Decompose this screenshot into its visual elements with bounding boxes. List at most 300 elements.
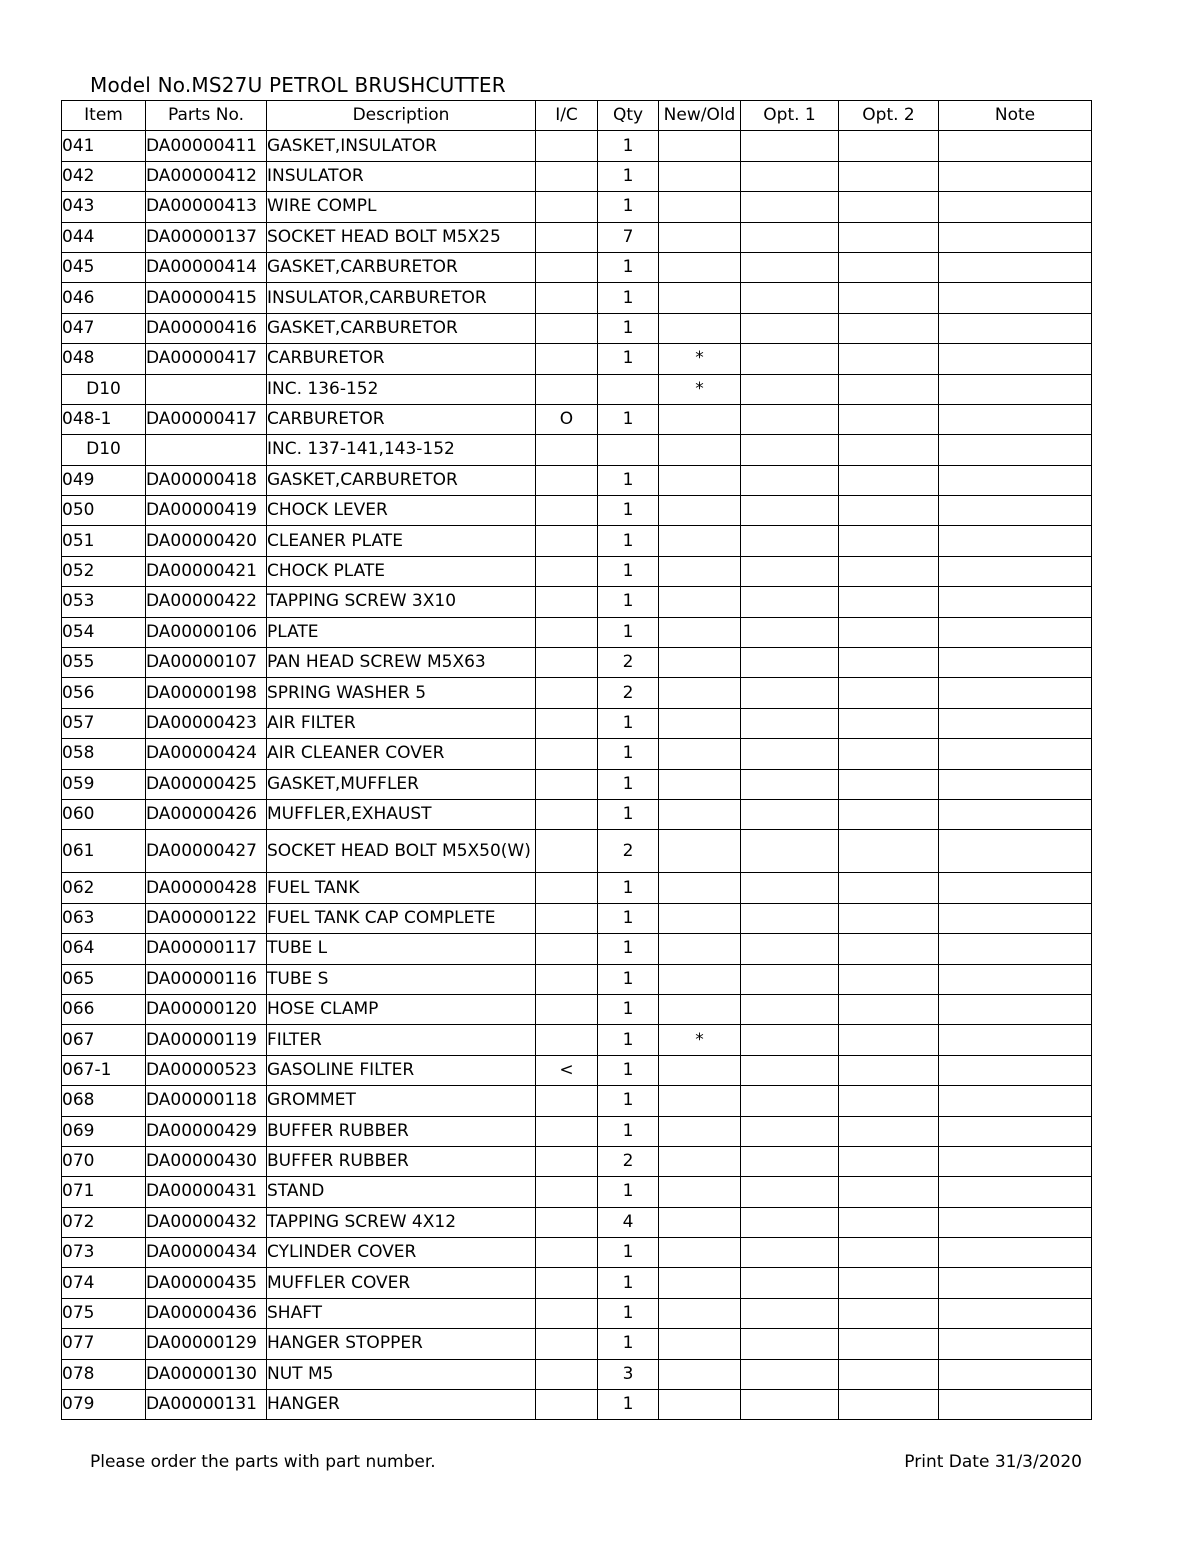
qty-cell: 1 xyxy=(598,769,659,799)
description-cell: INC. 137-141,143-152 xyxy=(267,435,536,465)
description-cell: STAND xyxy=(267,1177,536,1207)
parts-no-cell: DA00000425 xyxy=(146,769,267,799)
table-row xyxy=(62,1268,1092,1298)
new-old-cell xyxy=(659,1146,741,1176)
opt-1-cell xyxy=(741,465,839,495)
qty-cell: 1 xyxy=(598,903,659,933)
new-old-cell xyxy=(659,526,741,556)
new-old-cell xyxy=(659,1268,741,1298)
qty-cell: 1 xyxy=(598,1116,659,1146)
opt-1-cell xyxy=(741,283,839,313)
description-cell: FILTER xyxy=(267,1025,536,1055)
note-cell xyxy=(939,1146,1092,1176)
new-old-cell: * xyxy=(659,344,741,374)
opt-2-cell xyxy=(839,222,939,252)
opt-1-cell xyxy=(741,1146,839,1176)
qty-cell xyxy=(598,374,659,404)
opt-1-cell xyxy=(741,1329,839,1359)
item-cell: 067 xyxy=(62,1025,146,1055)
opt-2-cell xyxy=(839,1329,939,1359)
qty-cell: 1 xyxy=(598,1238,659,1268)
parts-no-cell: DA00000131 xyxy=(146,1390,267,1420)
qty-cell: 1 xyxy=(598,1177,659,1207)
opt-1-cell xyxy=(741,739,839,769)
description-cell: CLEANER PLATE xyxy=(267,526,536,556)
parts-no-cell: DA00000120 xyxy=(146,994,267,1024)
opt-1-cell xyxy=(741,648,839,678)
opt-1-cell xyxy=(741,1238,839,1268)
description-cell: FUEL TANK CAP COMPLETE xyxy=(267,903,536,933)
note-cell xyxy=(939,1359,1092,1389)
qty-cell: 1 xyxy=(598,587,659,617)
parts-no-cell: DA00000106 xyxy=(146,617,267,647)
opt-2-cell xyxy=(839,1116,939,1146)
opt-2-cell xyxy=(839,435,939,465)
header-opt-1: Opt. 1 xyxy=(741,101,839,131)
item-cell: 063 xyxy=(62,903,146,933)
description-cell: MUFFLER,EXHAUST xyxy=(267,799,536,829)
opt-1-cell xyxy=(741,344,839,374)
opt-1-cell xyxy=(741,1268,839,1298)
table-row xyxy=(62,1207,1092,1237)
new-old-cell xyxy=(659,313,741,343)
opt-1-cell xyxy=(741,313,839,343)
qty-cell: 1 xyxy=(598,252,659,282)
opt-1-cell xyxy=(741,192,839,222)
description-cell: GASKET,MUFFLER xyxy=(267,769,536,799)
table-row xyxy=(62,161,1092,191)
item-cell: 064 xyxy=(62,934,146,964)
parts-no-cell: DA00000107 xyxy=(146,648,267,678)
item-cell: 060 xyxy=(62,799,146,829)
item-cell: 056 xyxy=(62,678,146,708)
item-cell: 066 xyxy=(62,994,146,1024)
qty-cell: 1 xyxy=(598,465,659,495)
table-row xyxy=(62,1390,1092,1420)
item-cell: 075 xyxy=(62,1298,146,1328)
opt-2-cell xyxy=(839,192,939,222)
item-cell: 069 xyxy=(62,1116,146,1146)
ic-cell xyxy=(536,1116,598,1146)
description-cell: BUFFER RUBBER xyxy=(267,1146,536,1176)
item-cell: 071 xyxy=(62,1177,146,1207)
qty-cell: 7 xyxy=(598,222,659,252)
new-old-cell: * xyxy=(659,374,741,404)
description-cell: AIR FILTER xyxy=(267,708,536,738)
parts-no-cell: DA00000436 xyxy=(146,1298,267,1328)
new-old-cell xyxy=(659,799,741,829)
new-old-cell xyxy=(659,222,741,252)
qty-cell: 1 xyxy=(598,344,659,374)
item-cell: 068 xyxy=(62,1086,146,1116)
table-row xyxy=(62,994,1092,1024)
note-cell xyxy=(939,435,1092,465)
description-cell: INSULATOR xyxy=(267,161,536,191)
item-cell: 048 xyxy=(62,344,146,374)
ic-cell xyxy=(536,496,598,526)
ic-cell xyxy=(536,587,598,617)
table-row xyxy=(62,1055,1092,1085)
parts-no-cell: DA00000417 xyxy=(146,404,267,434)
table-row xyxy=(62,252,1092,282)
description-cell: WIRE COMPL xyxy=(267,192,536,222)
new-old-cell xyxy=(659,556,741,586)
ic-cell xyxy=(536,374,598,404)
opt-1-cell xyxy=(741,435,839,465)
parts-no-cell: DA00000411 xyxy=(146,131,267,161)
opt-1-cell xyxy=(741,1086,839,1116)
new-old-cell xyxy=(659,648,741,678)
opt-2-cell xyxy=(839,1359,939,1389)
qty-cell: 1 xyxy=(598,1055,659,1085)
note-cell xyxy=(939,873,1092,903)
note-cell xyxy=(939,739,1092,769)
item-cell: 047 xyxy=(62,313,146,343)
table-row xyxy=(62,1238,1092,1268)
description-cell: GASKET,CARBURETOR xyxy=(267,465,536,495)
opt-2-cell xyxy=(839,1298,939,1328)
description-cell: GASKET,INSULATOR xyxy=(267,131,536,161)
qty-cell: 1 xyxy=(598,799,659,829)
parts-no-cell: DA00000118 xyxy=(146,1086,267,1116)
new-old-cell xyxy=(659,496,741,526)
opt-2-cell xyxy=(839,344,939,374)
ic-cell xyxy=(536,222,598,252)
ic-cell xyxy=(536,1329,598,1359)
parts-no-cell: DA00000198 xyxy=(146,678,267,708)
header-ic: I/C xyxy=(536,101,598,131)
item-cell: 077 xyxy=(62,1329,146,1359)
opt-2-cell xyxy=(839,1268,939,1298)
note-cell xyxy=(939,934,1092,964)
description-cell: TUBE S xyxy=(267,964,536,994)
new-old-cell xyxy=(659,283,741,313)
header-opt-2: Opt. 2 xyxy=(839,101,939,131)
new-old-cell xyxy=(659,587,741,617)
opt-1-cell xyxy=(741,1298,839,1328)
ic-cell xyxy=(536,1086,598,1116)
table-row xyxy=(62,1116,1092,1146)
ic-cell xyxy=(536,1238,598,1268)
opt-2-cell xyxy=(839,678,939,708)
description-cell: MUFFLER COVER xyxy=(267,1268,536,1298)
opt-1-cell xyxy=(741,708,839,738)
item-cell: 057 xyxy=(62,708,146,738)
ic-cell xyxy=(536,739,598,769)
table-row xyxy=(62,903,1092,933)
item-cell: 061 xyxy=(62,830,146,873)
note-cell xyxy=(939,617,1092,647)
description-cell: CHOCK PLATE xyxy=(267,556,536,586)
ic-cell xyxy=(536,964,598,994)
item-cell: 074 xyxy=(62,1268,146,1298)
qty-cell: 2 xyxy=(598,678,659,708)
table-row xyxy=(62,1329,1092,1359)
description-cell: PAN HEAD SCREW M5X63 xyxy=(267,648,536,678)
item-cell: D10 xyxy=(62,435,146,465)
new-old-cell xyxy=(659,465,741,495)
new-old-cell xyxy=(659,678,741,708)
note-cell xyxy=(939,1055,1092,1085)
opt-1-cell xyxy=(741,587,839,617)
qty-cell: 1 xyxy=(598,617,659,647)
ic-cell xyxy=(536,556,598,586)
opt-2-cell xyxy=(839,873,939,903)
opt-2-cell xyxy=(839,131,939,161)
parts-no-cell: DA00000412 xyxy=(146,161,267,191)
table-row xyxy=(62,1086,1092,1116)
qty-cell: 1 xyxy=(598,283,659,313)
note-cell xyxy=(939,222,1092,252)
table-row xyxy=(62,1298,1092,1328)
table-row xyxy=(62,344,1092,374)
note-cell xyxy=(939,903,1092,933)
table-row xyxy=(62,648,1092,678)
ic-cell xyxy=(536,830,598,873)
note-cell xyxy=(939,526,1092,556)
note-cell xyxy=(939,1086,1092,1116)
note-cell xyxy=(939,1025,1092,1055)
opt-2-cell xyxy=(839,1086,939,1116)
ic-cell xyxy=(536,435,598,465)
item-cell: 065 xyxy=(62,964,146,994)
parts-no-cell: DA00000423 xyxy=(146,708,267,738)
opt-1-cell xyxy=(741,526,839,556)
qty-cell: 2 xyxy=(598,830,659,873)
new-old-cell xyxy=(659,404,741,434)
description-cell: GASKET,CARBURETOR xyxy=(267,313,536,343)
qty-cell: 1 xyxy=(598,934,659,964)
description-cell: GROMMET xyxy=(267,1086,536,1116)
qty-cell: 1 xyxy=(598,131,659,161)
table-row xyxy=(62,435,1092,465)
item-cell: 041 xyxy=(62,131,146,161)
qty-cell: 1 xyxy=(598,873,659,903)
new-old-cell xyxy=(659,994,741,1024)
ic-cell xyxy=(536,994,598,1024)
ic-cell xyxy=(536,283,598,313)
opt-2-cell xyxy=(839,283,939,313)
note-cell xyxy=(939,678,1092,708)
opt-2-cell xyxy=(839,1390,939,1420)
opt-1-cell xyxy=(741,830,839,873)
parts-no-cell: DA00000129 xyxy=(146,1329,267,1359)
ic-cell xyxy=(536,465,598,495)
opt-2-cell xyxy=(839,1238,939,1268)
new-old-cell xyxy=(659,1238,741,1268)
description-cell: TAPPING SCREW 4X12 xyxy=(267,1207,536,1237)
opt-2-cell xyxy=(839,648,939,678)
new-old-cell xyxy=(659,435,741,465)
opt-1-cell xyxy=(741,1055,839,1085)
header-parts-no: Parts No. xyxy=(146,101,267,131)
ic-cell xyxy=(536,1177,598,1207)
note-cell xyxy=(939,1207,1092,1237)
ic-cell xyxy=(536,131,598,161)
description-cell: GASKET,CARBURETOR xyxy=(267,252,536,282)
parts-no-cell: DA00000122 xyxy=(146,903,267,933)
ic-cell xyxy=(536,873,598,903)
note-cell xyxy=(939,1329,1092,1359)
opt-1-cell xyxy=(741,252,839,282)
new-old-cell xyxy=(659,1116,741,1146)
opt-2-cell xyxy=(839,313,939,343)
table-row xyxy=(62,192,1092,222)
parts-no-cell: DA00000416 xyxy=(146,313,267,343)
table-row xyxy=(62,739,1092,769)
ic-cell xyxy=(536,799,598,829)
new-old-cell xyxy=(659,1390,741,1420)
table-header-row xyxy=(62,101,1092,131)
parts-no-cell: DA00000116 xyxy=(146,964,267,994)
opt-2-cell xyxy=(839,994,939,1024)
note-cell xyxy=(939,374,1092,404)
parts-no-cell: DA00000428 xyxy=(146,873,267,903)
opt-1-cell xyxy=(741,964,839,994)
item-cell: 050 xyxy=(62,496,146,526)
footer-order-note: Please order the parts with part number. xyxy=(90,1452,436,1472)
qty-cell: 2 xyxy=(598,1146,659,1176)
parts-no-cell: DA00000426 xyxy=(146,799,267,829)
parts-no-cell: DA00000434 xyxy=(146,1238,267,1268)
note-cell xyxy=(939,769,1092,799)
opt-2-cell xyxy=(839,587,939,617)
note-cell xyxy=(939,344,1092,374)
parts-no-cell xyxy=(146,435,267,465)
ic-cell xyxy=(536,903,598,933)
ic-cell xyxy=(536,313,598,343)
parts-no-cell: DA00000119 xyxy=(146,1025,267,1055)
new-old-cell xyxy=(659,1359,741,1389)
description-cell: CARBURETOR xyxy=(267,404,536,434)
note-cell xyxy=(939,252,1092,282)
qty-cell: 3 xyxy=(598,1359,659,1389)
parts-table-body xyxy=(62,131,1092,1420)
opt-1-cell xyxy=(741,799,839,829)
opt-2-cell xyxy=(839,739,939,769)
opt-1-cell xyxy=(741,1116,839,1146)
table-row xyxy=(62,934,1092,964)
ic-cell xyxy=(536,192,598,222)
note-cell xyxy=(939,964,1092,994)
opt-1-cell xyxy=(741,769,839,799)
description-cell: INSULATOR,CARBURETOR xyxy=(267,283,536,313)
header-description: Description xyxy=(267,101,536,131)
parts-no-cell: DA00000432 xyxy=(146,1207,267,1237)
note-cell xyxy=(939,1116,1092,1146)
opt-1-cell xyxy=(741,994,839,1024)
item-cell: 078 xyxy=(62,1359,146,1389)
new-old-cell xyxy=(659,964,741,994)
opt-2-cell xyxy=(839,1025,939,1055)
opt-2-cell xyxy=(839,1146,939,1176)
table-row xyxy=(62,1146,1092,1176)
new-old-cell xyxy=(659,934,741,964)
note-cell xyxy=(939,1298,1092,1328)
note-cell xyxy=(939,131,1092,161)
parts-no-cell: DA00000435 xyxy=(146,1268,267,1298)
ic-cell xyxy=(536,161,598,191)
parts-no-cell: DA00000422 xyxy=(146,587,267,617)
opt-2-cell xyxy=(839,1207,939,1237)
description-cell: SHAFT xyxy=(267,1298,536,1328)
new-old-cell xyxy=(659,1329,741,1359)
opt-2-cell xyxy=(839,1055,939,1085)
description-cell: CYLINDER COVER xyxy=(267,1238,536,1268)
opt-2-cell xyxy=(839,496,939,526)
table-row xyxy=(62,964,1092,994)
description-cell: PLATE xyxy=(267,617,536,647)
parts-no-cell: DA00000137 xyxy=(146,222,267,252)
note-cell xyxy=(939,192,1092,222)
opt-1-cell xyxy=(741,1177,839,1207)
opt-1-cell xyxy=(741,1025,839,1055)
parts-no-cell: DA00000418 xyxy=(146,465,267,495)
new-old-cell: * xyxy=(659,1025,741,1055)
ic-cell xyxy=(536,252,598,282)
qty-cell: 1 xyxy=(598,496,659,526)
ic-cell xyxy=(536,1146,598,1176)
description-cell: SPRING WASHER 5 xyxy=(267,678,536,708)
opt-1-cell xyxy=(741,404,839,434)
item-cell: 049 xyxy=(62,465,146,495)
new-old-cell xyxy=(659,1086,741,1116)
new-old-cell xyxy=(659,903,741,933)
description-cell: HANGER xyxy=(267,1390,536,1420)
description-cell: CARBURETOR xyxy=(267,344,536,374)
opt-1-cell xyxy=(741,374,839,404)
table-row xyxy=(62,769,1092,799)
new-old-cell xyxy=(659,1298,741,1328)
note-cell xyxy=(939,313,1092,343)
description-cell: HOSE CLAMP xyxy=(267,994,536,1024)
document-title: Model No.MS27U PETROL BRUSHCUTTER xyxy=(90,73,506,97)
qty-cell: 1 xyxy=(598,313,659,343)
qty-cell: 1 xyxy=(598,1025,659,1055)
qty-cell: 1 xyxy=(598,994,659,1024)
item-cell: 067-1 xyxy=(62,1055,146,1085)
parts-no-cell: DA00000419 xyxy=(146,496,267,526)
item-cell: 055 xyxy=(62,648,146,678)
note-cell xyxy=(939,1268,1092,1298)
parts-no-cell: DA00000417 xyxy=(146,344,267,374)
new-old-cell xyxy=(659,769,741,799)
item-cell: 052 xyxy=(62,556,146,586)
qty-cell: 1 xyxy=(598,526,659,556)
ic-cell xyxy=(536,617,598,647)
ic-cell xyxy=(536,769,598,799)
note-cell xyxy=(939,161,1092,191)
description-cell: BUFFER RUBBER xyxy=(267,1116,536,1146)
opt-1-cell xyxy=(741,222,839,252)
opt-2-cell xyxy=(839,161,939,191)
note-cell xyxy=(939,830,1092,873)
parts-no-cell: DA00000117 xyxy=(146,934,267,964)
new-old-cell xyxy=(659,1207,741,1237)
opt-1-cell xyxy=(741,1207,839,1237)
table-row xyxy=(62,374,1092,404)
note-cell xyxy=(939,283,1092,313)
item-cell: 048-1 xyxy=(62,404,146,434)
opt-1-cell xyxy=(741,617,839,647)
description-cell: CHOCK LEVER xyxy=(267,496,536,526)
item-cell: 058 xyxy=(62,739,146,769)
parts-no-cell: DA00000130 xyxy=(146,1359,267,1389)
opt-1-cell xyxy=(741,161,839,191)
table-row xyxy=(62,283,1092,313)
header-note: Note xyxy=(939,101,1092,131)
new-old-cell xyxy=(659,873,741,903)
